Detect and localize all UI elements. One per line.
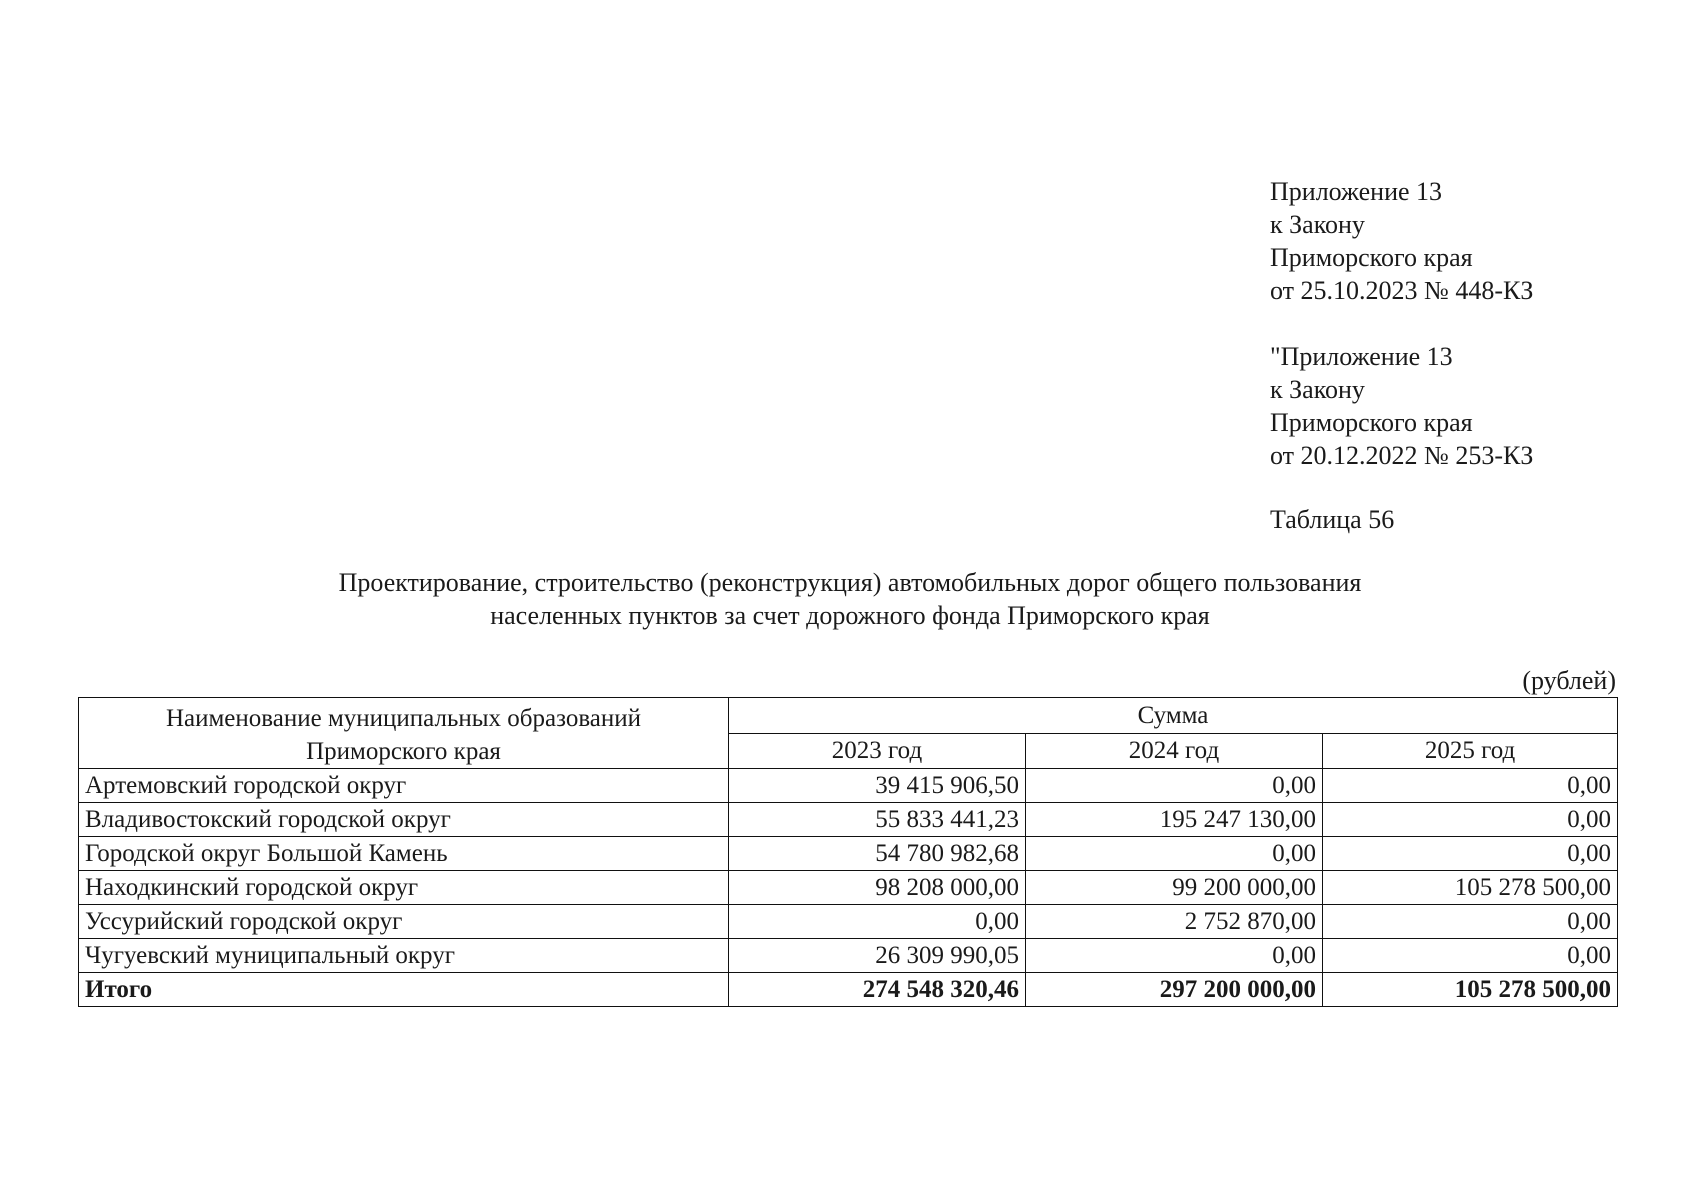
- year-2024-header: 2024 год: [1026, 733, 1323, 769]
- amount-2025: 0,00: [1323, 769, 1618, 803]
- annex-line: Приморского края: [1270, 408, 1473, 437]
- budget-table: [78, 697, 1618, 1007]
- table-row: [79, 871, 1618, 905]
- total-2024: 297 200 000,00: [1026, 973, 1323, 1007]
- amount-2024: 0,00: [1026, 939, 1323, 973]
- amount-2024: 2 752 870,00: [1026, 905, 1323, 939]
- title-line: населенных пунктов за счет дорожного фонда Приморского края: [490, 601, 1210, 630]
- table-header-row: [79, 698, 1618, 734]
- amount-2023: 98 208 000,00: [729, 871, 1026, 905]
- table-row: [79, 803, 1618, 837]
- municipality-name: Находкинский городской округ: [79, 871, 729, 905]
- annex-line: к Закону: [1270, 375, 1365, 404]
- amount-2025: 0,00: [1323, 905, 1618, 939]
- municipality-column-header: [79, 698, 729, 769]
- amount-2024: 0,00: [1026, 837, 1323, 871]
- table-row: [79, 769, 1618, 803]
- annex-reference-original: [1270, 340, 1533, 472]
- annex-line: к Закону: [1270, 210, 1365, 239]
- amount-2023: 39 415 906,50: [729, 769, 1026, 803]
- municipality-name: Владивостокский городской округ: [79, 803, 729, 837]
- total-2023: 274 548 320,46: [729, 973, 1026, 1007]
- amount-2024: 195 247 130,00: [1026, 803, 1323, 837]
- annex-line: от 20.12.2022 № 253-КЗ: [1270, 441, 1534, 470]
- amount-2023: 26 309 990,05: [729, 939, 1026, 973]
- annex-line: от 25.10.2023 № 448-КЗ: [1270, 276, 1534, 305]
- unit-note: (рублей): [1522, 666, 1616, 695]
- table-row: [79, 905, 1618, 939]
- title-line: Проектирование, строительство (реконструкция) автомобильных дорог общего пользования: [338, 568, 1362, 597]
- annex-line: "Приложение 13: [1270, 342, 1453, 371]
- table-number: Таблица 56: [1270, 505, 1395, 534]
- amount-2023: 54 780 982,68: [729, 837, 1026, 871]
- annex-line: Приморского края: [1270, 243, 1473, 272]
- amount-2024: 0,00: [1026, 769, 1323, 803]
- amount-2024: 99 200 000,00: [1026, 871, 1323, 905]
- municipality-name: Чугуевский муниципальный округ: [79, 939, 729, 973]
- amount-2025: 105 278 500,00: [1323, 871, 1618, 905]
- municipality-name: Городской округ Большой Камень: [79, 837, 729, 871]
- annex-reference-current: [1270, 175, 1533, 307]
- amount-2023: 55 833 441,23: [729, 803, 1026, 837]
- header-line: Приморского края: [306, 738, 501, 765]
- municipality-name: Уссурийский городской округ: [79, 905, 729, 939]
- document-title: [80, 566, 1620, 632]
- annex-line: Приложение 13: [1270, 177, 1443, 206]
- year-2025-header: 2025 год: [1323, 733, 1618, 769]
- total-2025: 105 278 500,00: [1323, 973, 1618, 1007]
- amount-2023: 0,00: [729, 905, 1026, 939]
- total-label: Итого: [79, 973, 729, 1007]
- year-2023-header: 2023 год: [729, 733, 1026, 769]
- table-total-row: [79, 973, 1618, 1007]
- amount-2025: 0,00: [1323, 803, 1618, 837]
- municipality-name: Артемовский городской округ: [79, 769, 729, 803]
- amount-2025: 0,00: [1323, 837, 1618, 871]
- amount-2025: 0,00: [1323, 939, 1618, 973]
- sum-column-header: Сумма: [729, 698, 1618, 734]
- header-line: Наименование муниципальных образований: [165, 705, 642, 732]
- table-row: [79, 939, 1618, 973]
- table-row: [79, 837, 1618, 871]
